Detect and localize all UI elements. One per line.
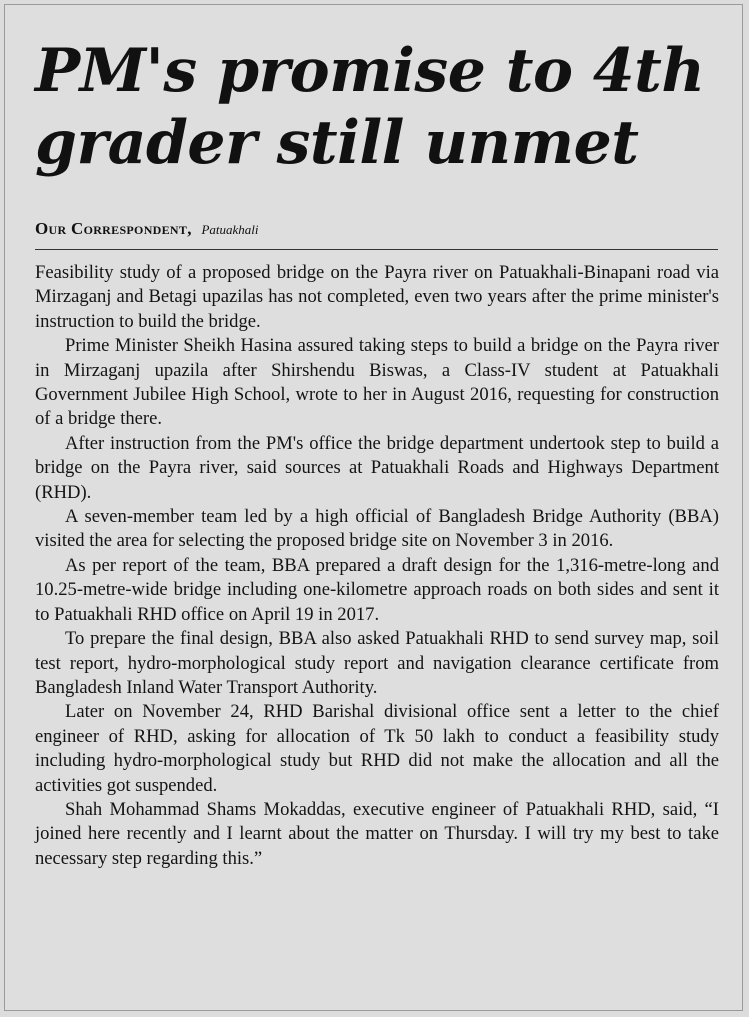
byline-location: Patuakhali	[201, 222, 259, 237]
paragraph: Prime Minister Sheikh Hasina assured taking steps to build a bridge on the Payra river in Mirzaganj upazila after Shirshendu Biswas, a Class-IV student at Patuakhali Government Jubilee High School, wrote to her in August 2016, requesting for construction of a bridge there.	[35, 335, 719, 430]
paragraph: After instruction from the PM's office the bridge department undertook step to build a bridge on the Payra river, said sources at Patuakhali Roads and Highways Department (RHD).	[35, 432, 719, 503]
newspaper-clipping	[4, 4, 743, 1011]
divider-rule	[35, 249, 718, 250]
paragraph: As per report of the team, BBA prepared a draft design for the 1,316-metre-long and 10.25-metre-wide bridge including one-kilometre approach roads on both sides and sent it to Patuakhali RHD office on April 19 in 2017.	[35, 554, 719, 625]
headline: PM's promise to 4th grader still unmet	[35, 36, 705, 178]
paragraph: Feasibility study of a proposed bridge on the Payra river on Patuakhali-Binapani road via Mirzaganj and Betagi upazilas has not completed, even two years after the prime minister's instruction to build the bridge.	[35, 262, 719, 332]
article-body	[35, 261, 719, 871]
byline	[35, 219, 259, 239]
paragraph: To prepare the final design, BBA also asked Patuakhali RHD to send survey map, soil test report, hydro-morphological study report and navigation clearance certificate from Bangladesh Inland Water Transport Authority.	[35, 628, 719, 698]
paragraph: A seven-member team led by a high official of Bangladesh Bridge Authority (BBA) visited the area for selecting the proposed bridge site on November 3 in 2016.	[35, 506, 719, 552]
byline-separator: ,	[187, 219, 192, 238]
paragraph: Shah Mohammad Shams Mokaddas, executive engineer of Patuakhali RHD, said, “I joined here recently and I learnt about the matter on Thursday. I will try my best to take necessary step regarding this.”	[35, 798, 719, 869]
byline-author: Our Correspondent	[35, 219, 188, 238]
paragraph: Later on November 24, RHD Barishal divisional office sent a letter to the chief engineer of RHD, asking for allocation of Tk 50 lakh to conduct a feasibility study including hydro-morphological study but RHD did not make the allocation and all the activities got suspended.	[35, 701, 719, 796]
